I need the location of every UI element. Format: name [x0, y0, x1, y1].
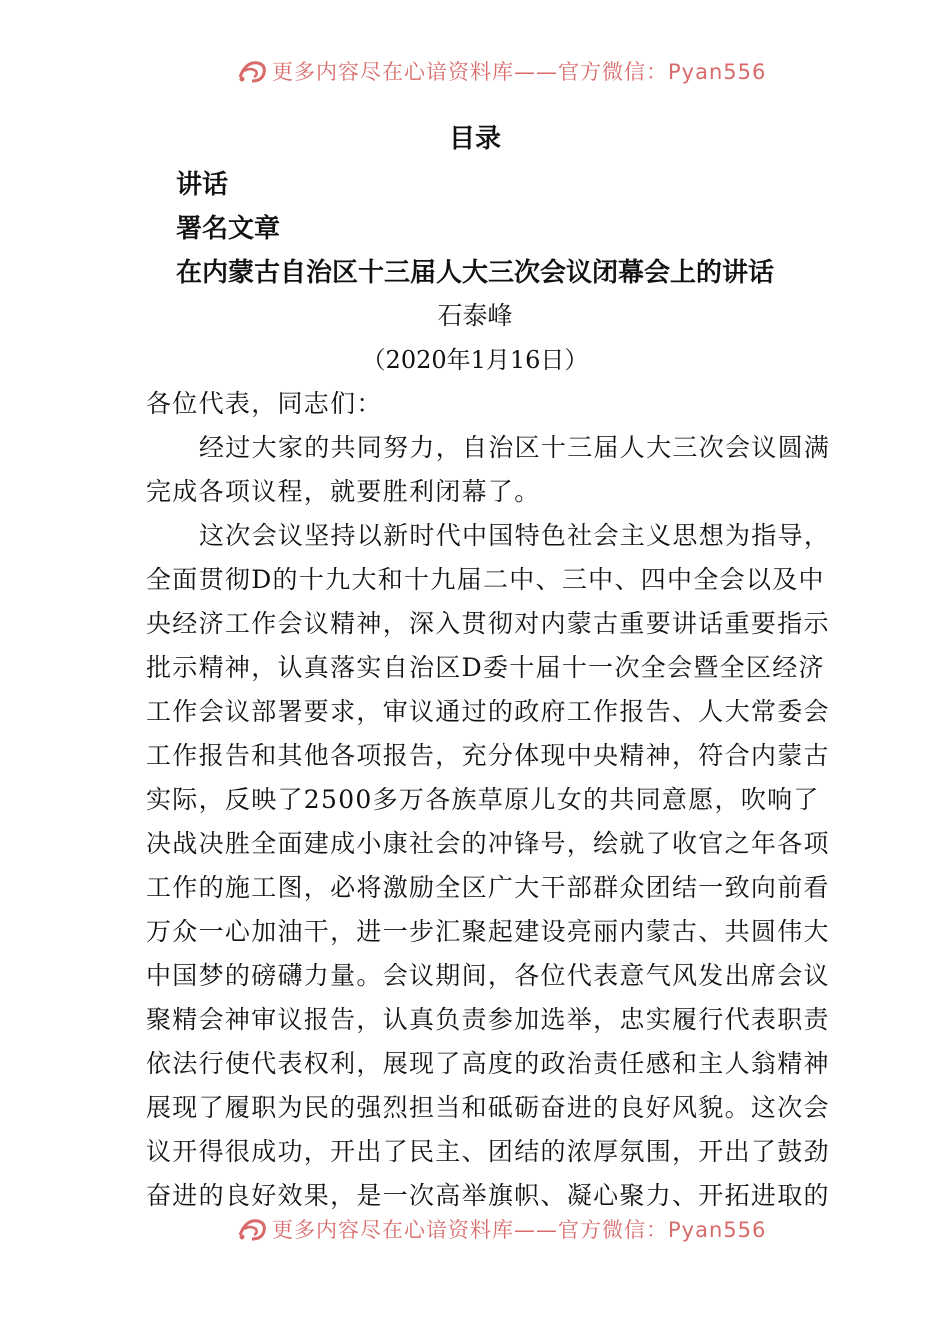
paragraph-line: 展现了履职为民的强烈担当和砥砺奋进的良好风貌。这次会 [146, 1093, 830, 1122]
paragraph-line: 实际，反映了2500多万各族草原儿女的共同意愿，吹响了 [146, 785, 820, 814]
footer-watermark [0, 1208, 950, 1242]
article-author: 石泰峰 [437, 301, 513, 330]
toc-title: 目录 [448, 124, 501, 154]
salutation: 各位代表，同志们： [146, 389, 383, 418]
article-date: （2020年1月16日） [361, 346, 589, 374]
watermark-text: 更多内容尽在心谙资料库——官方微信：Pyan556 [272, 1218, 767, 1242]
article-title: 在内蒙古自治区十三届人大三次会议闭幕会上的讲话 [175, 258, 774, 288]
paragraph-line: 这次会议坚持以新时代中国特色社会主义思想为指导， [199, 521, 831, 550]
paragraph-line: 经过大家的共同努力，自治区十三届人大三次会议圆满 [199, 433, 831, 462]
paragraph-line: 决战决胜全面建成小康社会的冲锋号，绘就了收官之年各项 [146, 829, 830, 858]
paragraph-line: 聚精会神审议报告，认真负责参加选举，忠实履行代表职责 [146, 1005, 830, 1034]
paragraph-line: 批示精神，认真落实自治区D委十届十一次全会暨全区经济 [146, 653, 825, 682]
paragraph-line: 全面贯彻D的十九大和十九届二中、三中、四中全会以及中 [146, 565, 825, 594]
paragraph-line: 完成各项议程，就要胜利闭幕了。 [146, 477, 541, 506]
paragraph-line: 奋进的良好效果，是一次高举旗帜、凝心聚力、开拓进取的 [146, 1181, 830, 1210]
lightbulb-logo-icon [236, 1215, 270, 1242]
paragraph-line: 工作的施工图，必将激励全区广大干部群众团结一致向前看 [146, 873, 830, 902]
paragraph-line: 工作会议部署要求，审议通过的政府工作报告、人大常委会 [146, 697, 830, 726]
paragraph-line: 万众一心加油干，进一步汇聚起建设亮丽内蒙古、共圆伟大 [146, 917, 830, 946]
paragraph-line: 工作报告和其他各项报告，充分体现中央精神，符合内蒙古 [146, 741, 830, 770]
lightbulb-logo-icon [236, 57, 270, 84]
paragraph-line: 央经济工作会议精神，深入贯彻对内蒙古重要讲话重要指示 [146, 609, 830, 638]
paragraph-line: 依法行使代表权利，展现了高度的政治责任感和主人翁精神 [146, 1049, 830, 1078]
toc-item-speech[interactable]: 讲话 [176, 170, 229, 200]
watermark-text: 更多内容尽在心谙资料库——官方微信：Pyan556 [272, 60, 767, 84]
header-watermark [0, 50, 950, 84]
paragraph-line: 议开得很成功，开出了民主、团结的浓厚氛围，开出了鼓劲 [146, 1137, 830, 1166]
paragraph-line: 中国梦的磅礴力量。会议期间，各位代表意气风发出席会议 [146, 961, 830, 990]
toc-item-signed-article[interactable]: 署名文章 [176, 214, 281, 244]
